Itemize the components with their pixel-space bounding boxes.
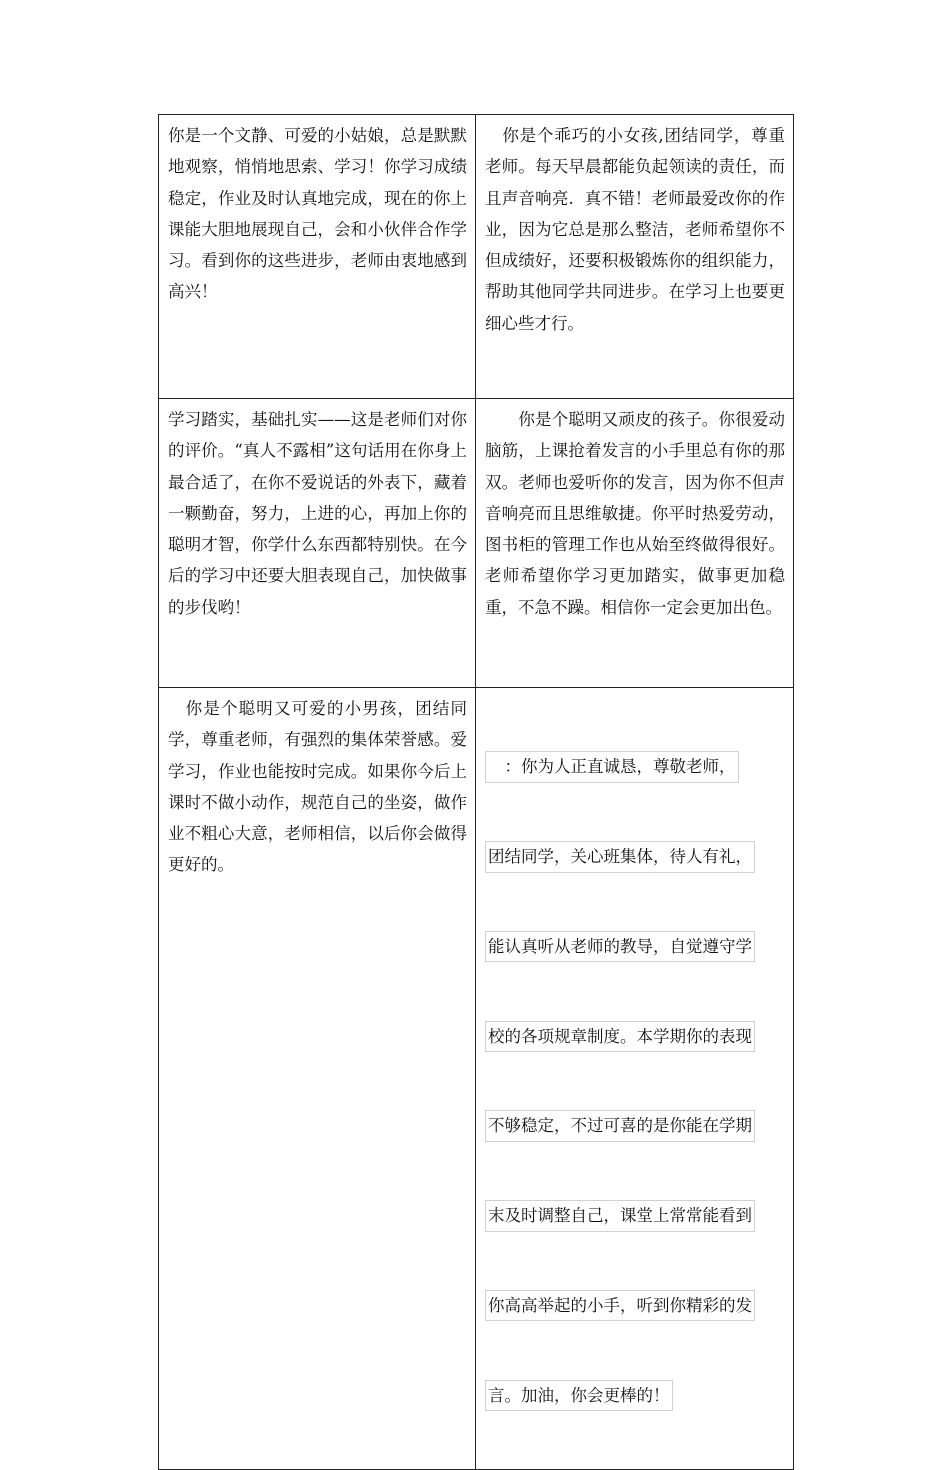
comment-line: 能认真听从老师的教导，自觉遵守学 xyxy=(485,931,755,963)
comment-line: 你高高举起的小手，听到你精彩的发 xyxy=(485,1290,755,1322)
table-row xyxy=(159,399,794,688)
comment-line: 团结同学，关心班集体，待人有礼， xyxy=(485,841,755,873)
table-row xyxy=(159,688,794,1470)
comment-line: 不够稳定，不过可喜的是你能在学期 xyxy=(485,1110,755,1142)
comment-line: ：你为人正直诚恳，尊敬老师， xyxy=(485,751,739,783)
comment-text: 学习踏实，基础扎实——这是老师们对你的评价。“真人不露相”这句话用在你身上最合适了，在你不爱说话的外表下，藏着一颗勤奋，努力，上进的心，再加上你的聪明才智，你学什么东西都特别快。在今后的学习中还要大胆表现自己，加快做事的步伐哟！ xyxy=(168,410,467,617)
comment-cell xyxy=(476,115,794,399)
comment-cell xyxy=(159,115,476,399)
table-row xyxy=(159,115,794,399)
comment-text: 你是个聪明又顽皮的孩子。你很爱动脑筋，上课抢着发言的小手里总有你的那双。老师也爱听你的发言，因为你不但声音响亮而且思维敏捷。你平时热爱劳动，图书柜的管理工作也从始至终做得很好。老师希望你学习更加踏实，做事更加稳重，不急不躁。相信你一定会更加出色。 xyxy=(485,410,785,617)
comment-cell xyxy=(159,688,476,1470)
comment-line: 末及时调整自己，课堂上常常能看到 xyxy=(485,1200,755,1232)
comment-text: 你是个乖巧的小女孩,团结同学，尊重老师。每天早晨都能负起领读的责任，而且声音响亮. 真不错！老师最爱改你的作业，因为它总是那么整洁，老师希望你不但成绩好，还要积极锻炼你的组织能力，帮助其他同学共同进步。在学习上也要更细心些才行。 xyxy=(485,126,785,333)
comment-line: 言。加油，你会更棒的！ xyxy=(485,1380,673,1412)
comment-cell xyxy=(159,399,476,688)
comment-text: 你是一个文静、可爱的小姑娘，总是默默地观察，悄悄地思索、学习！你学习成绩稳定，作业及时认真地完成，现在的你上课能大胆地展现自己，会和小伙伴合作学习。看到你的这些进步，老师由衷地感到高兴！ xyxy=(168,126,467,302)
comment-line: 校的各项规章制度。本学期你的表现 xyxy=(485,1021,755,1053)
comments-table xyxy=(158,114,794,1470)
comment-cell xyxy=(476,688,794,1470)
comment-text: 你是个聪明又可爱的小男孩，团结同学，尊重老师，有强烈的集体荣誉感。爱学习，作业也能按时完成。如果你今后上课时不做小动作，规范自己的坐姿，做作业不粗心大意，老师相信，以后你会做得更好的。 xyxy=(168,699,467,875)
comment-text-boxed xyxy=(485,692,785,1469)
comment-cell xyxy=(476,399,794,688)
